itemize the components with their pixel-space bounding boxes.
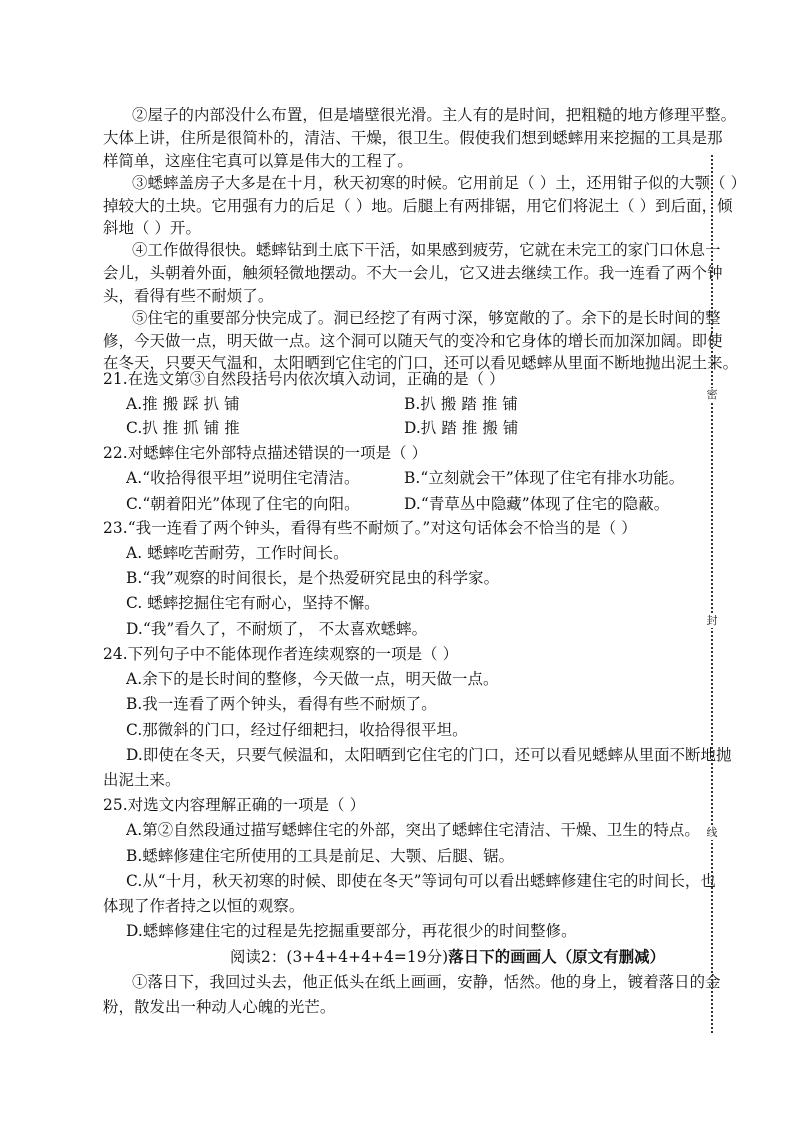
question-21-option-b: B.扒 搬 踏 推 铺 (404, 395, 518, 413)
passage-line: 头，看得有些不耐烦了。 (103, 287, 274, 305)
question-22-option-a: A.“收拾得很平坦”说明住宅清洁。 (126, 469, 360, 487)
question-21-stem: 21.在选文第③自然段括号内依次填入动词，正确的是（ ） (103, 370, 505, 388)
question-24-option-b: B.我一连看了两个钟头，看得有些不耐烦了。 (126, 695, 437, 713)
passage-line: 斜地（ ）开。 (103, 219, 201, 237)
question-25-stem: 25.对选文内容理解正确的一项是（ ） (103, 796, 366, 814)
reading2-paragraph-1-continued: 粉，散发出一种动人心魄的光芒。 (103, 998, 336, 1016)
reading2-heading-score: 阅读2：(3+4+4+4+4=19分) (230, 948, 449, 966)
passage-line: ②屋子的内部没什么布置，但是墙壁很光滑。主人有的是时间，把粗糙的地方修理平整。 (132, 106, 737, 124)
passage-line: ③蟋蟀盖房子大多是在十月，秋天初寒的时候。它用前足（ ）土，还用钳子似的大颚（ ） (132, 174, 747, 192)
question-23-option-d: D.“我”看久了，不耐烦了， 不太喜欢蟋蟀。 (126, 620, 428, 638)
question-24-stem: 24.下列句子中不能体现作者连续观察的一项是（ ） (103, 645, 459, 663)
binding-mark-mi: 密 (706, 388, 718, 401)
question-24-option-c: C.那微斜的门口，经过仔细耙扫，收拾得很平坦。 (126, 721, 468, 739)
passage-line: 样简单，这座住宅真可以算是伟大的工程了。 (103, 152, 413, 170)
question-22-stem: 22.对蟋蟀住宅外部特点描述错误的一项是（ ） (103, 444, 428, 462)
passage-line: 会儿，头朝着外面，触须轻微地摆动。不大一会儿，它又进去继续工作。我一连看了两个钟 (103, 264, 723, 282)
question-22-option-c: C.“朝着阳光”体现了住宅的向阳。 (126, 495, 360, 513)
passage-line: ⑤住宅的重要部分快完成了。洞已经挖了有两寸深，够宽敞的了。余下的是长时间的整 (132, 309, 721, 327)
question-25-option-c-continued: 体现了作者持之以恒的观察。 (103, 897, 305, 915)
question-24-option-d-continued: 出泥土来。 (103, 771, 181, 789)
question-22-option-b: B.“立刻就会干”体现了住宅有排水功能。 (404, 469, 685, 487)
question-25-option-d: D.蟋蟀修建住宅的过程是先挖掘重要部分，再花很少的时间整修。 (126, 922, 577, 940)
question-22-option-d: D.“青草丛中隐藏”体现了住宅的隐蔽。 (404, 495, 670, 513)
reading2-heading-title: 落日下的画画人（原文有删减） (448, 948, 666, 966)
question-24-option-d: D.即使在冬天，只要气候温和，太阳晒到它住宅的门口，还可以看见蟋蟀从里面不断地抛 (126, 746, 732, 764)
question-21-option-a: A.推 搬 踩 扒 铺 (126, 395, 240, 413)
passage-line: 掉较大的土块。它用强有力的后足（ ）地。后腿上有两排锯，用它们将泥土（ ）到后面，倾 (103, 197, 733, 215)
question-24-option-a: A.余下的是长时间的整修，今天做一点，明天做一点。 (126, 670, 499, 688)
passage-line: 大体上讲，住所是很简朴的，清洁、干燥，很卫生。假使我们想到蟋蟀用来挖掘的工具是那 (103, 129, 723, 147)
question-23-option-b: B.“我”观察的时间很长，是个热爱研究昆虫的科学家。 (126, 569, 500, 587)
reading2-paragraph-1: ①落日下，我回过头去，他正低头在纸上画画，安静，恬然。他的身上，镀着落日的金 (132, 973, 721, 991)
reading2-heading (230, 946, 665, 968)
binding-dotted-line (711, 155, 713, 1033)
passage-line: ④工作做得很快。蟋蟀钻到土底下干活，如果感到疲劳，它就在未完工的家门口休息一 (132, 241, 721, 259)
passage-line: 在冬天，只要天气温和，太阳晒到它住宅的门口，还可以看见蟋蟀从里面不断地抛出泥土来。 (103, 354, 739, 372)
binding-mark-xian: 线 (706, 826, 718, 839)
question-23-option-c: C. 蟋蟀挖掘住宅有耐心，坚持不懈。 (126, 594, 380, 612)
question-21-option-d: D.扒 踏 推 搬 铺 (404, 419, 519, 437)
question-21-option-c: C.扒 推 抓 铺 推 (126, 419, 240, 437)
question-25-option-b: B.蟋蟀修建住宅所使用的工具是前足、大颚、后腿、锯。 (126, 847, 515, 865)
question-23-stem: 23.“我一连看了两个钟头，看得有些不耐烦了。”对这句话体会不恰当的是（ ） (103, 519, 637, 537)
question-23-option-a: A. 蟋蟀吃苦耐劳，工作时间长。 (126, 544, 349, 562)
binding-mark-feng: 封 (706, 614, 718, 627)
question-25-option-a: A.第②自然段通过描写蟋蟀住宅的外部，突出了蟋蟀住宅清洁、干燥、卫生的特点。 (126, 821, 700, 839)
passage-line: 修，今天做一点，明天做一点。这个洞可以随天气的变冷和它身体的增长而加深加阔。即使 (103, 332, 723, 350)
question-25-option-c: C.从“十月，秋天初寒的时候、即使在冬天”等词句可以看出蟋蟀修建住宅的时间长，也 (126, 872, 716, 890)
